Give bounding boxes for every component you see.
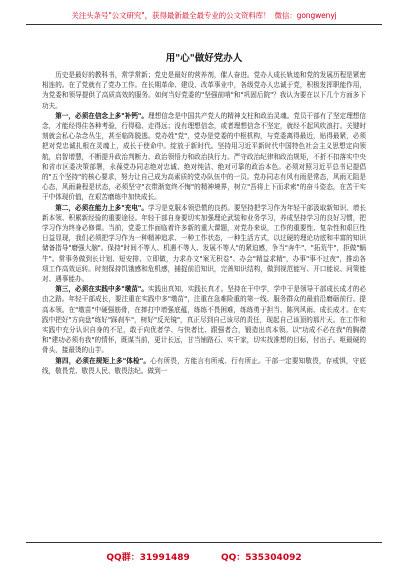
document-body: [42, 70, 366, 376]
banner-wechat-id: 微信：gongwenyj: [274, 11, 337, 20]
paragraph-heading: 第一，必须在信念上多"补钙"。: [55, 111, 148, 120]
paragraph-intro: [42, 70, 366, 111]
document-title: 用"心"做好党办人: [165, 53, 243, 64]
paragraph-text: 历史是最好的教科书，常学常新；党史是最好的营养剂，催人奋进。党办人成长轨迹和党的发展历程是紧密相连的。在了党就有了党办工作。在长期革命、建设、改革事业中，各级党办人忠诚于党，积极发挥职能作用，为党委和领导提供了高质高效的服务。如何当好党委的"坚强前哨"和"巩固后院"？我认为要在以下几个方面多下功夫。: [42, 71, 366, 110]
paragraph-1: [42, 111, 366, 203]
paragraph-heading: 第二，必须在能力上多"充电"。: [55, 203, 148, 212]
header-divider: [26, 24, 382, 25]
paragraph-text: 实践出真知，实践长真才。坚持在干中学，学中干是领导干部成长成才的必由之路。年轻干部成长，要注重在实践中多"墩苗"，注重在急难险重的第一线、服务群众的最前沿磨砺前行、提高本领。在"墩苗"中硬强筋骨，在摔打中增强底蕴，练练不畏困难，练练勇于担当、陈列风雨、成长成才。在实践中把好"方向盘"练好"踩刹车"，树好"反光镜"，真正尽到自己该尽的责任，现起自己该顶的那片天。在工作和实践中充分认识自身的不足，敢于向优者学、与快者比、跟强者合，锻造出真本领。以"功成不必在我"的胸襟和"建功必须有我"的情怀，既谋当前，更计长远，甘当铺路石、实干家，切实找准想的目标，付出子。呕最硬的骨头，接最烫的山芋。: [42, 285, 367, 355]
banner-promo-text: 关注头条号"公文研究"，获得最新最全最专业的公文资料库！: [71, 11, 271, 20]
footer-qq-group: QQ群：31991489: [106, 553, 190, 563]
paragraph-3: [42, 284, 366, 355]
paragraph-heading: 第四，必须在规矩上多"体检"。: [55, 356, 151, 365]
paragraph-4: [42, 356, 366, 376]
paragraph-heading: 第三，必须在实践中多"墩苗"。: [55, 285, 148, 294]
paragraph-text: 理想信念是中国共产党人的精神支柱和政治灵魂。党员干部有了坚定理想信念，才能经得住各种考验，行得稳、走得远；没有理想信念，或者理想信念不坚定，就经不起风吹浪打。关键时刻就会私心杂念丛生，甚至临阵脱逃。党办姓"党"，党办是党委的中枢机构，与党委离得最近，贴得最紧，必须把对党忠诚扎根在灵魂上，成长于使命中。绽放于新时代。坚持用习近平新时代中国特色社会主义思想定向领航，启智增慧，不断提升政治判断力、政治领悟力和政治执行力。严守政治纪律和政治规矩，不折不扣落实中央和省市区委决策部署，永葆党办同志绝对忠诚、绝对纯洁、绝对可靠的政治本色。必须对照习近平总书记提倡的"五个坚持"的核心要求，努力让自己成为高素质的党办队伍中的一员。党办同志有风有雨是常态，风雨无阻是心态，风雨兼程是状态，必须坚守"衣带渐宽终不悔"的精神境界，树立"吾将上下而求索"的奋斗姿态，在苦干实干中体现价值，在艰苦磨练中加快成长。: [42, 111, 367, 202]
paragraph-text: 心有所畏，方能言有所戒、行有所止。干部一定要知敬畏，存戒惧，守底线，敬畏党、敬畏人民、敬畏法纪。做到一: [42, 356, 367, 375]
footer-contacts: [0, 550, 408, 563]
paragraph-text: 学习是克服本领恐慌的良药。要坚持把学习作为年轻干部汲取新知识、增长新本领、积累新经验的重要途径。年轻干部自身要切实加强理论武装和业务学习，养成坚持学习的良好习惯，把学习作为终身必修课。当前，党委工作面临着许多新的重大课题，对党办来说，工作的重要性、复杂性和艰巨性日益显现，我们必须把学习作为一种精神追求、一种工作状态，一种生活方式，以过硬的理论功底和丰富的知识储备指导"磨强大脑"。保持"时间不等人、机遇不等人、发展不等人"的紧迫感，争当"奔牛"、"拓荒牛"，拒做"蜗牛"。常事务做到长计划、短安排、立即做，力求办文"案无积卷"、办会"精益求精"，办事"事不过夜"，推动各项工作高效运转。时刻保持饥饿感和危机感，捕捉前沿知识，完善知识结构，做到视范能写、开口能说、问策能对、遇事能办。: [42, 203, 367, 284]
paragraph-2: [42, 203, 366, 285]
footer-divider: [26, 542, 382, 543]
footer-qq: QQ：535304092: [220, 553, 302, 563]
header-banner: [0, 10, 408, 21]
